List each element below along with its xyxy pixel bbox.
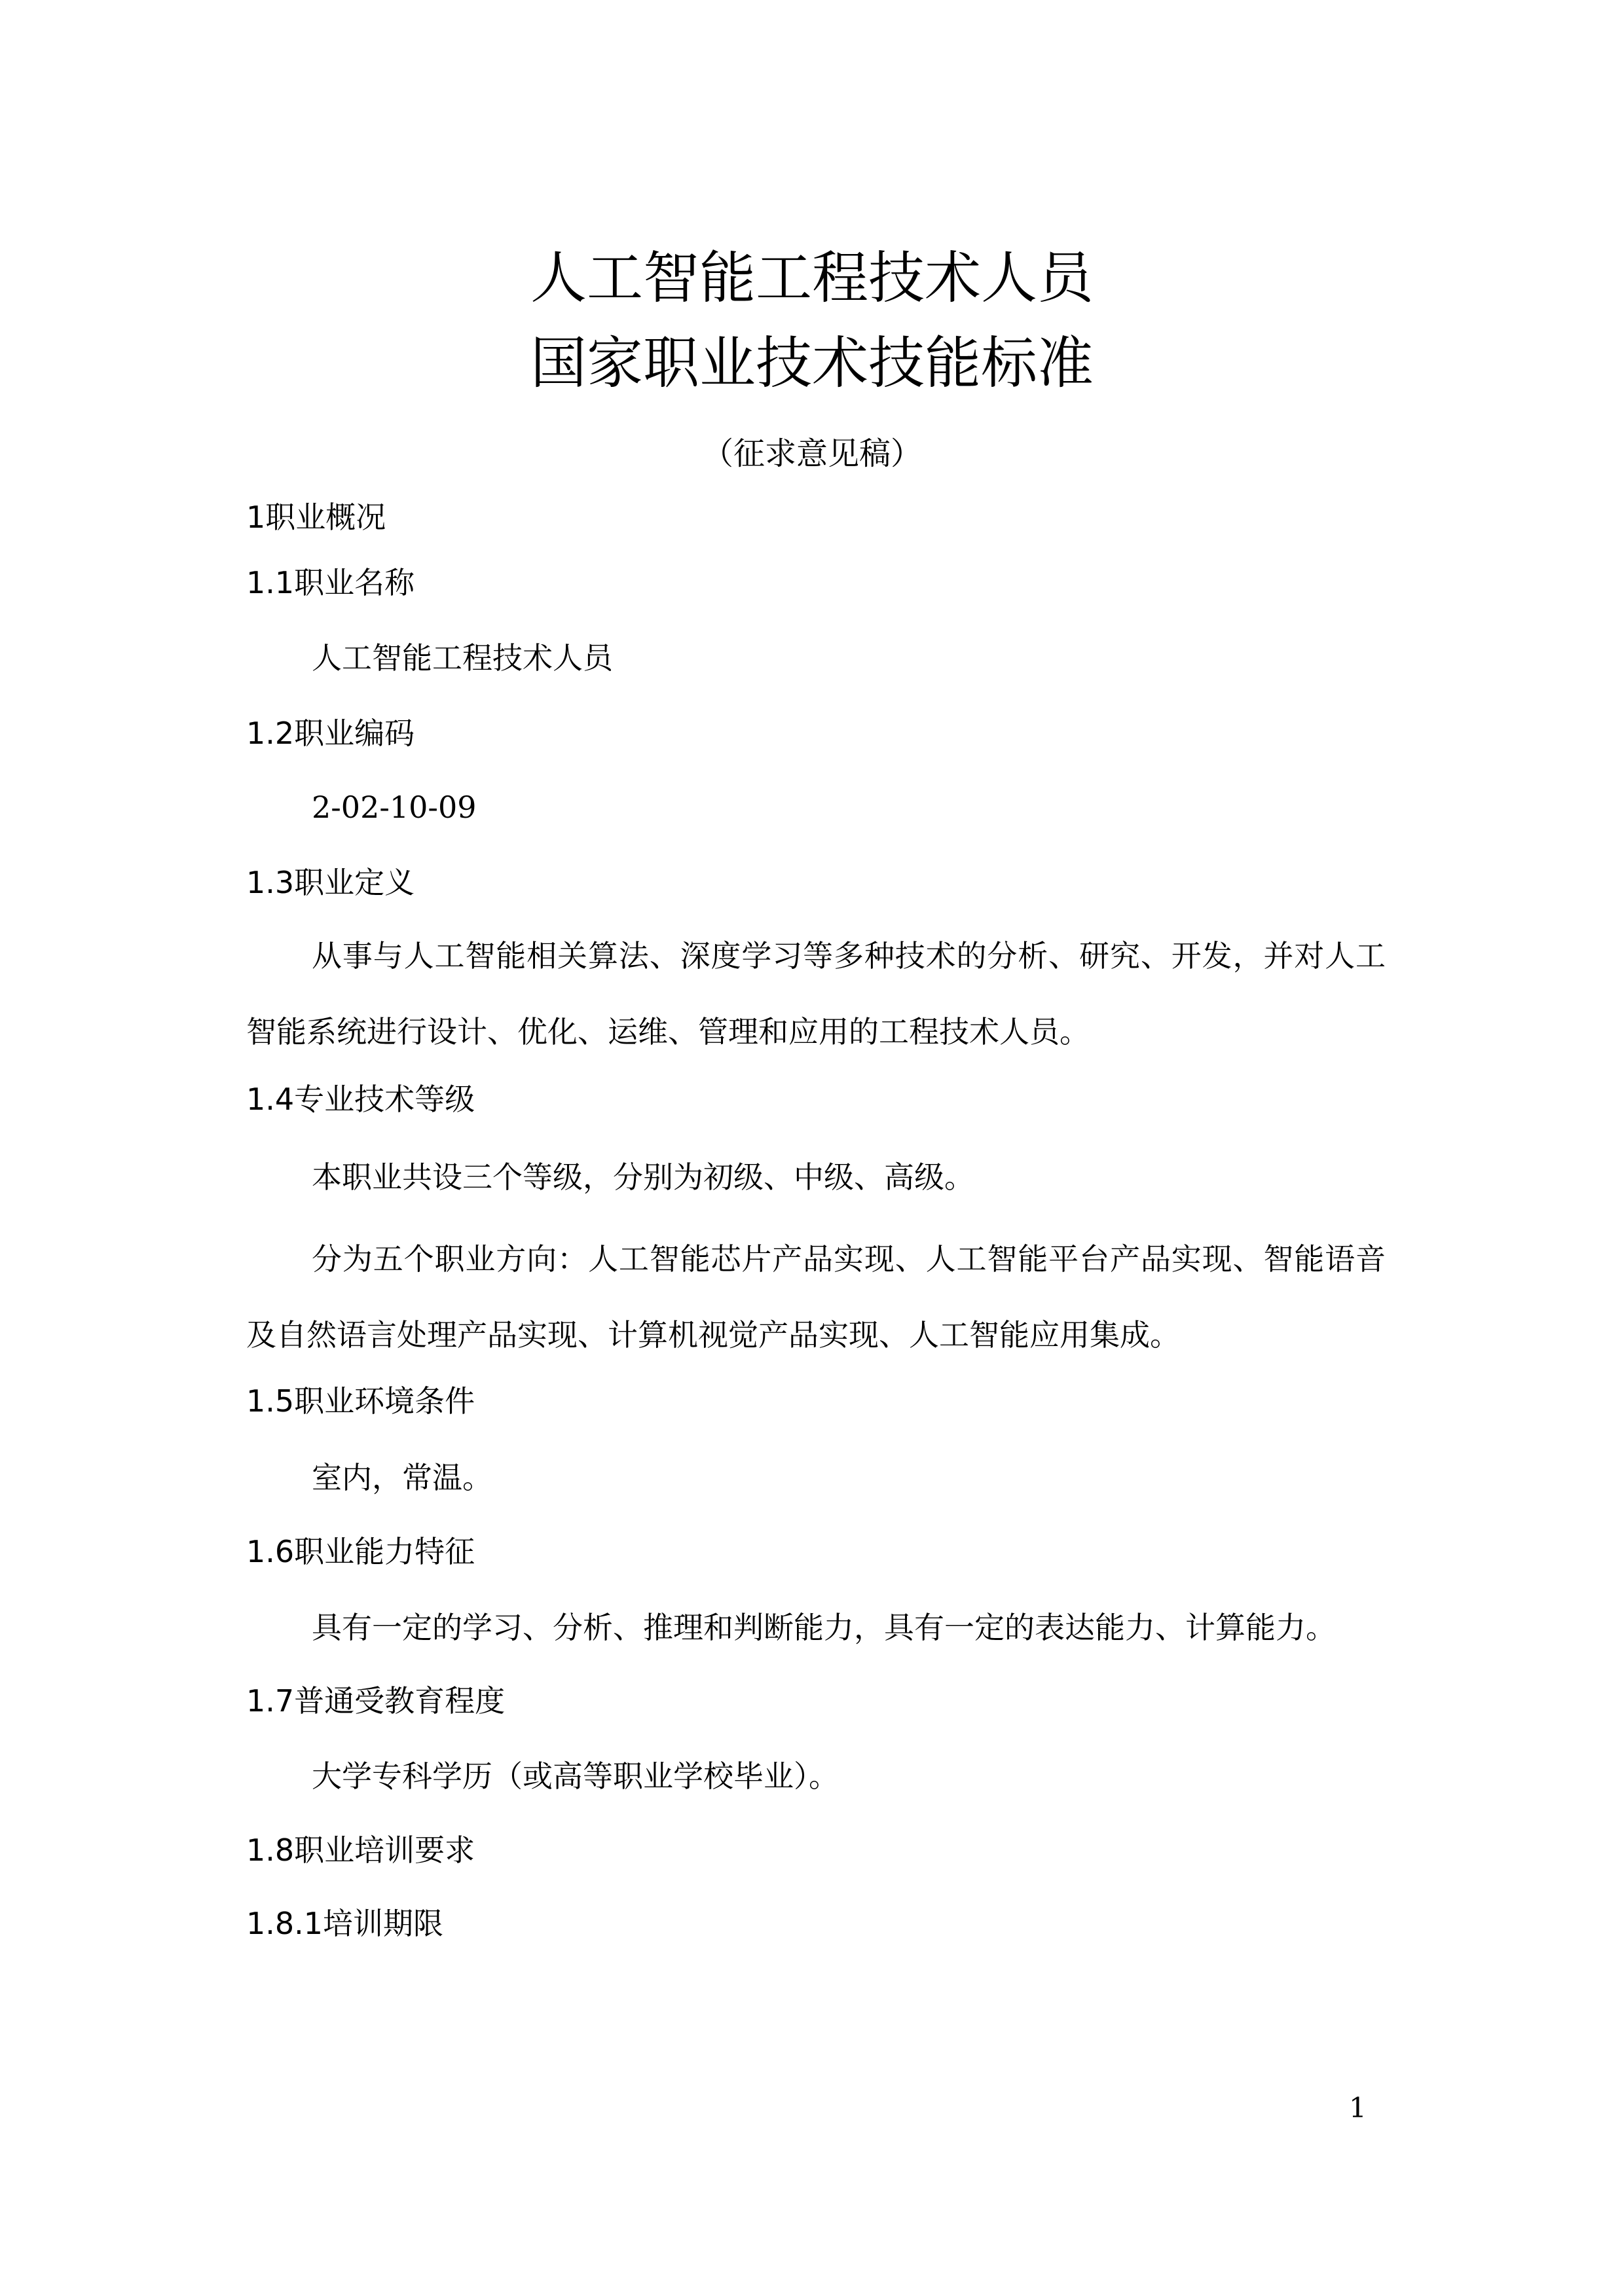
section-heading-1-4: 1.4专业技术等级 [246,1082,475,1117]
section-heading-1-3: 1.3职业定义 [246,865,415,900]
section-heading-1-6: 1.6职业能力特征 [246,1534,475,1569]
ability-characteristics: 具有一定的学习、分析、推理和判断能力，具有一定的表达能力、计算能力。 [312,1610,1336,1645]
direction-description: 分为五个职业方向：人工智能芯片产品实现、人工智能平台产品实现、智能语音及自然语言处理产品实现、计算机视觉产品实现、人工智能应用集成。 [246,1241,1386,1353]
work-environment: 室内，常温。 [312,1460,492,1495]
section-heading-1-7: 1.7普通受教育程度 [246,1683,506,1719]
document-title-line2: 国家职业技术技能标准 [530,331,1094,396]
occupation-definition: 从事与人工智能相关算法、深度学习等多种技术的分析、研究、开发，并对人工智能系统进行设计、优化、运维、管理和应用的工程技术人员。 [246,938,1386,1049]
section-heading-1-8: 1.8职业培训要求 [246,1832,475,1868]
education-level: 大学专科学历（或高等职业学校毕业）。 [312,1758,839,1794]
section-heading-1-1: 1.1职业名称 [246,565,415,600]
section-heading-1-2: 1.2职业编码 [246,716,415,751]
level-description: 本职业共设三个等级，分别为初级、中级、高级。 [312,1159,974,1195]
document-title-line1: 人工智能工程技术人员 [530,246,1094,311]
occupation-name: 人工智能工程技术人员 [312,640,613,676]
section-heading-1-8-1: 1.8.1培训期限 [246,1906,444,1941]
section-heading-1-5: 1.5职业环境条件 [246,1383,475,1419]
occupation-code: 2-02-10-09 [312,790,477,825]
document-subtitle: （征求意见稿） [701,435,922,472]
page-number: 1 [1349,2092,1367,2124]
section-heading-1: 1职业概况 [246,500,386,535]
